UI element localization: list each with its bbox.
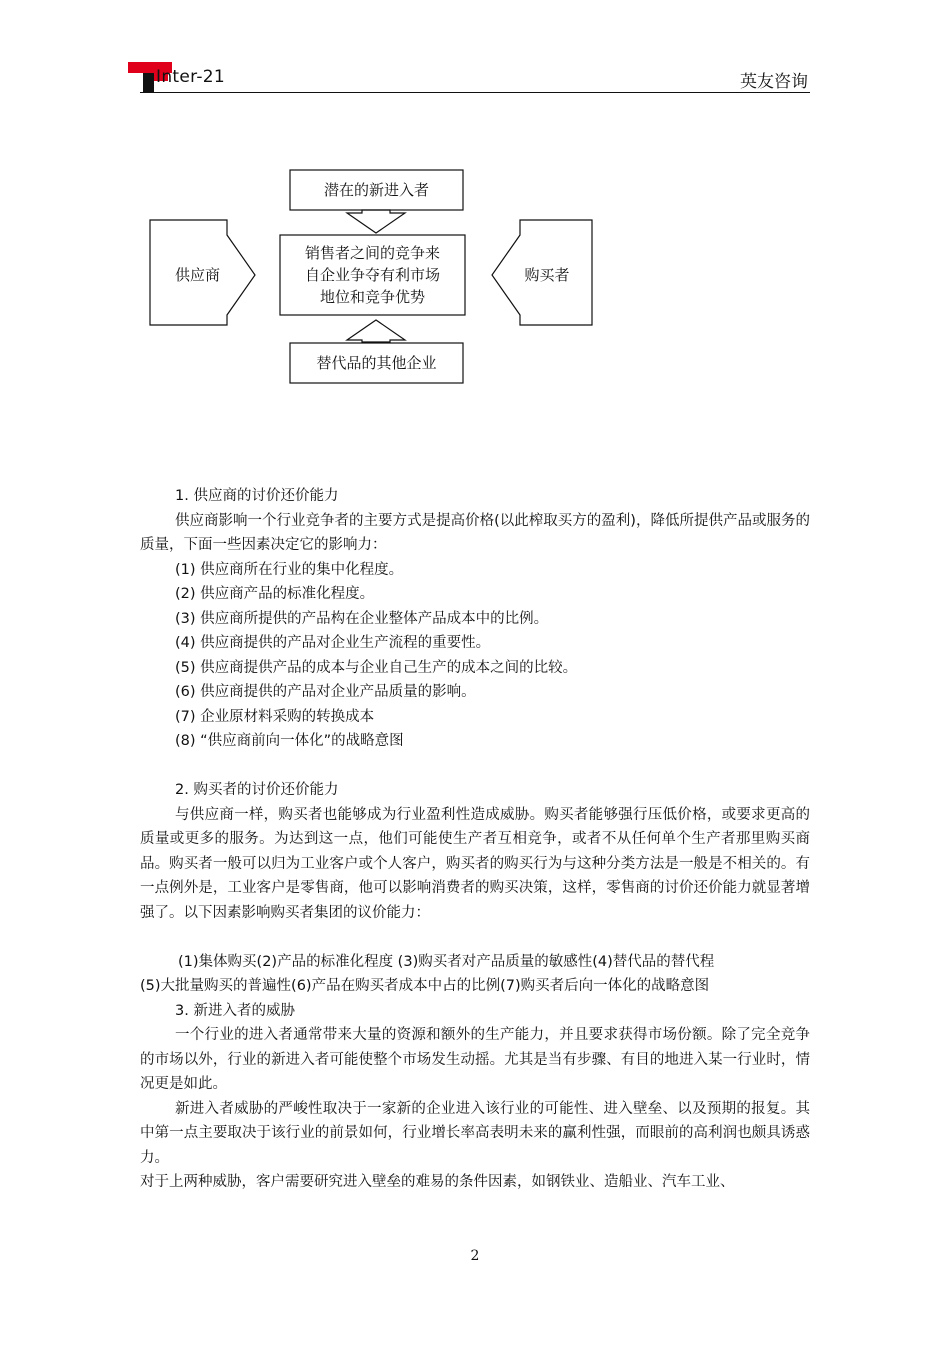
body-text xyxy=(140,484,810,1195)
page-number: 2 xyxy=(470,1248,480,1264)
section-2-heading: 2. 购买者的讨价还价能力 xyxy=(175,782,339,798)
brand-name: Inter-21 xyxy=(156,67,225,87)
center-line-1: 销售者之间的竞争来 xyxy=(304,244,440,262)
five-forces-diagram xyxy=(140,160,610,400)
down-arrow xyxy=(347,210,405,233)
left-box-label: 供应商 xyxy=(174,266,220,284)
list-item: (3) 供应商所提供的产品构在企业整体产品成本中的比例。 xyxy=(175,610,549,627)
section-3-para-2: 新进入者威胁的严峻性取决于一家新的企业进入该行业的可能性、进入壁垒、以及预期的报复。其中第一点主要取决于该行业的前景如何，行业增长率高表明未来的赢利性强，而眼前的高利润也颇具诱惑力。 xyxy=(140,1100,810,1166)
list-item: (6) 供应商提供的产品对企业产品质量的影响。 xyxy=(175,684,476,700)
factors-line-1: (1)集体购买(2)产品的标准化程度 (3)购买者对产品质量的敏感性(4)替代品的替代程 xyxy=(178,953,715,970)
up-arrow xyxy=(347,320,405,342)
list-item: (5) 供应商提供产品的成本与企业自己生产的成本之间的比较。 xyxy=(175,659,578,676)
company-name: 英友咨询 xyxy=(740,72,808,92)
list-item: (4) 供应商提供的产品对企业生产流程的重要性。 xyxy=(175,635,491,651)
section-1-heading: 1. 供应商的讨价还价能力 xyxy=(175,488,339,504)
center-line-2: 自企业争夺有利市场 xyxy=(304,266,440,284)
center-line-3: 地位和竞争优势 xyxy=(319,288,425,306)
section-2-intro: 与供应商一样，购买者也能够成为行业盈利性造成威胁。购买者能够强行压低价格，或要求更高的质量或更多的服务。为达到这一点，他们可能使生产者互相竞争，或者不从任何单个生产者那里购买商品。购买者一般可以归为工业客户或个人客户，购买者的购买行为与这种分类方法是一般是不相关的。有一点例外是，工业客户是零售商，他可以影响消费者的购买决策，这样，零售商的讨价还价能力就显著增强了。以下因素影响购买者集团的议价能力： xyxy=(140,806,810,921)
section-3-heading: 3. 新进入者的威胁 xyxy=(175,1002,295,1019)
list-item: (1) 供应商所在行业的集中化程度。 xyxy=(175,561,404,578)
bottom-box-label: 替代品的其他企业 xyxy=(316,354,437,372)
right-box-label: 购买者 xyxy=(524,266,570,284)
section-3-para-1: 一个行业的进入者通常带来大量的资源和额外的生产能力，并且要求获得市场份额。除了完全竞争的市场以外，行业的新进入者可能使整个市场发生动摇。尤其是当有步骤、有目的地进入某一行业时，情况更是如此。 xyxy=(140,1027,810,1092)
center-box-label xyxy=(280,235,465,315)
list-item: (8) “供应商前向一体化”的战略意图 xyxy=(175,733,404,749)
top-box-label: 潜在的新进入者 xyxy=(323,181,429,199)
header-rule xyxy=(140,92,810,93)
factors-line-2: (5)大批量购买的普遍性(6)产品在购买者成本中占的比例(7)购买者后向一体化的战略意图 xyxy=(140,978,710,994)
section-1-intro: 供应商影响一个行业竞争者的主要方式是提高价格(以此榨取买方的盈利)，降低所提供产品或服务的质量，下面一些因素决定它的影响力： xyxy=(140,512,810,553)
list-item: (7) 企业原材料采购的转换成本 xyxy=(175,708,375,725)
list-item: (2) 供应商产品的标准化程度。 xyxy=(175,586,375,602)
section-3-para-3: 对于上两种威胁，客户需要研究进入壁垒的难易的条件因素，如钢铁业、造船业、汽车工业、 xyxy=(140,1174,735,1190)
